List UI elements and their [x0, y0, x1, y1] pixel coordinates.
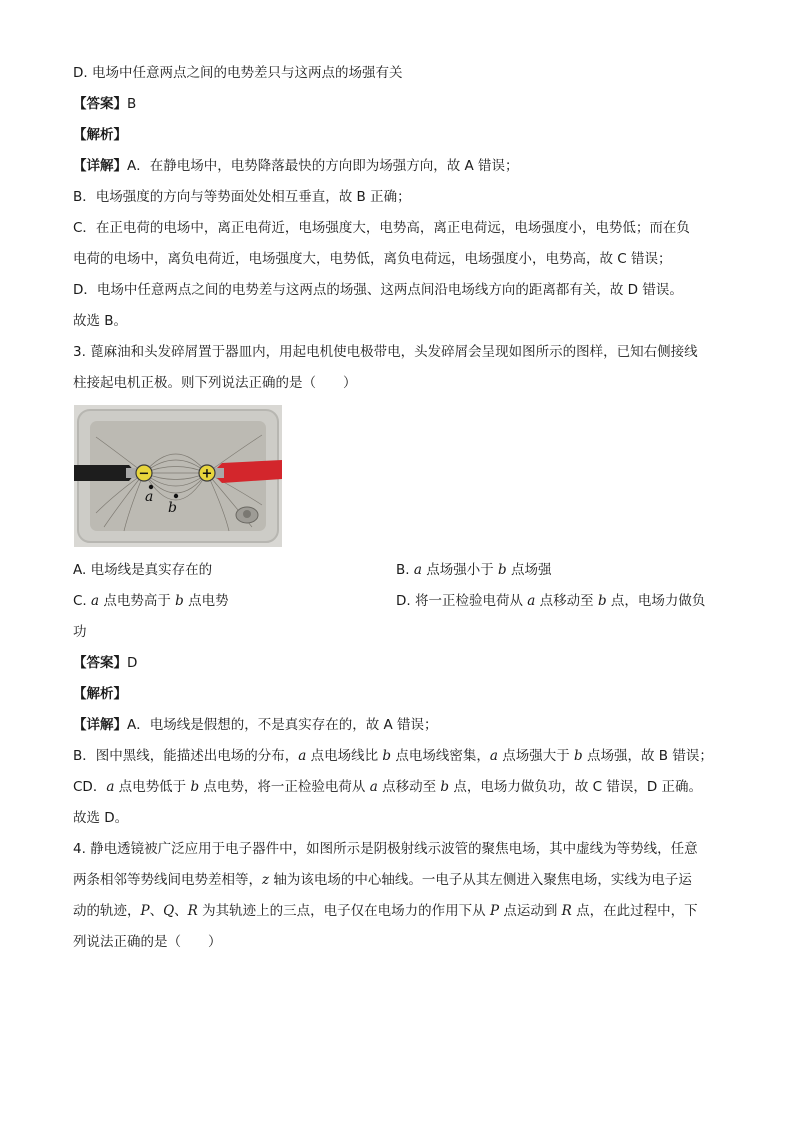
- var-p: P: [140, 903, 150, 919]
- point-b-label: b: [168, 500, 177, 516]
- q4-stem-line: [73, 865, 723, 896]
- var-a: a: [106, 779, 115, 795]
- option-b-mid: 点场强小于: [421, 562, 499, 578]
- terminal-nut-hole: [243, 510, 251, 518]
- q3-detail-line: [73, 710, 723, 741]
- option-d-prefix: D. 将一正检验电荷从: [396, 593, 528, 609]
- detail-tag: 【详解】: [73, 717, 127, 733]
- q3-option-d: [396, 586, 719, 617]
- text: 点，在此过程中，下: [571, 903, 698, 919]
- q3-option-c: [73, 586, 396, 617]
- q2-detail-line: B．电场强度的方向与等势面处处相互垂直，故 B 正确；: [73, 189, 411, 205]
- option-c-mid: 点电势高于: [99, 593, 176, 609]
- q3-detail-line: [73, 741, 723, 772]
- var-a: a: [91, 593, 100, 609]
- minus-sign: −: [138, 466, 150, 482]
- q3-detail-line: [73, 772, 723, 803]
- text: 轴为该电场的中心轴线。一电子从其左侧进入聚焦电场，实线为电子运: [269, 872, 692, 888]
- point-a-label: a: [145, 489, 154, 505]
- var-r: R: [187, 903, 198, 919]
- var-b: b: [382, 748, 392, 764]
- q3-analysis-tag: 【解析】: [73, 686, 127, 702]
- q2-detail-line: 电荷的电场中，离负电荷近，电场强度大，电势低，离负电荷远，电场强度小，电势高，故 C 错误；: [73, 251, 672, 267]
- var-a: a: [489, 748, 498, 764]
- q3-stem-line: 3. 蓖麻油和头发碎屑置于器皿内，用起电机使电极带电，头发碎屑会呈现如图所示的图样，已知右侧接线: [73, 344, 698, 360]
- text: 两条相邻等势线间电势差相等，: [73, 872, 262, 888]
- option-c-suffix: 点电势: [183, 593, 229, 609]
- var-p: P: [489, 903, 500, 919]
- q3-option-a: A. 电场线是真实存在的: [73, 562, 213, 578]
- answer-value: D: [127, 655, 138, 671]
- text: 点电势，将一正检验电荷从: [199, 779, 370, 795]
- q3-option-d-wrap: 功: [73, 624, 87, 640]
- text: 动的轨迹，: [73, 903, 141, 919]
- q3-options-row: [73, 555, 723, 586]
- text: 点场强，故 B 错误；: [582, 748, 713, 764]
- var-b: b: [440, 779, 450, 795]
- q2-analysis-tag: 【解析】: [73, 127, 127, 143]
- option-c-prefix: C.: [73, 593, 92, 609]
- text: 点场强大于: [497, 748, 575, 764]
- text: 点运动到: [499, 903, 562, 919]
- answer-tag: 【答案】: [73, 96, 127, 112]
- text: 点电场线密集，: [391, 748, 490, 764]
- text: 、: [174, 903, 188, 919]
- q2-answer: [73, 89, 723, 120]
- answer-tag: 【答案】: [73, 655, 127, 671]
- var-b: b: [574, 748, 583, 764]
- option-b-prefix: B.: [396, 562, 414, 578]
- q3-options-row: [73, 586, 723, 617]
- var-b: b: [175, 593, 184, 609]
- q3-stem-line: 柱接起电机正极。则下列说法正确的是（ ）: [73, 375, 357, 391]
- var-a: a: [527, 593, 536, 609]
- text: 点移动至: [377, 779, 441, 795]
- plus-sign: +: [201, 466, 213, 482]
- q2-detail-line: D．电场中任意两点之间的电势差与这两点的场强、这两点间沿电场线方向的距离都有关，故 D 错误。: [73, 282, 683, 298]
- point-b-dot: [174, 494, 178, 498]
- q2-conclusion: 故选 B。: [73, 313, 128, 329]
- text: CD．: [73, 779, 107, 795]
- var-b: b: [190, 779, 200, 795]
- text: 点电势低于: [114, 779, 191, 795]
- text: 、: [149, 903, 164, 919]
- q3-conclusion: 故选 D。: [73, 810, 129, 826]
- q3-option-b: [396, 555, 719, 586]
- var-a: a: [369, 779, 378, 795]
- option-d-suffix: 点，电场力做负: [606, 593, 706, 609]
- option-b-suffix: 点场强: [506, 562, 552, 578]
- q4-stem-line: 4. 静电透镜被广泛应用于电子器件中，如图所示是阴极射线示波管的聚焦电场，其中虚线为等势线，任意: [73, 841, 698, 857]
- q2-detail-line: C．在正电荷的电场中，离正电荷近，电场强度大，电势高，离正电荷远，电场强度小，电势低；而在负: [73, 220, 690, 236]
- electric-field-photo: [74, 405, 282, 547]
- var-b: b: [597, 593, 607, 609]
- detail-tag: 【详解】: [73, 158, 127, 174]
- q3-answer: [73, 648, 723, 679]
- var-b: b: [498, 562, 507, 578]
- var-q: Q: [163, 903, 175, 919]
- text: 点电场线比: [306, 748, 383, 764]
- text: 点，电场力做负功，故 C 错误，D 正确。: [449, 779, 703, 795]
- answer-value: B: [127, 96, 137, 112]
- detail-text: A．在静电场中，电势降落最快的方向即为场强方向，故 A 错误；: [127, 158, 519, 174]
- text: 为其轨迹上的三点，电子仅在电场力的作用下从: [197, 903, 490, 919]
- var-z: z: [262, 872, 270, 888]
- q2-option-d: D. 电场中任意两点之间的电势差只与这两点的场强有关: [73, 65, 403, 81]
- var-a: a: [298, 748, 307, 764]
- var-r: R: [561, 903, 572, 919]
- field-line-figure: [74, 405, 282, 547]
- q2-detail-line: [73, 151, 723, 182]
- q4-stem-line: [73, 896, 723, 927]
- text: B．图中黑线，能描述出电场的分布，: [73, 748, 299, 764]
- q4-stem-line: 列说法正确的是（ ）: [73, 934, 222, 950]
- var-a: a: [413, 562, 422, 578]
- option-d-mid: 点移动至: [535, 593, 598, 609]
- document-page: [73, 58, 723, 958]
- detail-text: A．电场线是假想的，不是真实存在的，故 A 错误；: [127, 717, 438, 733]
